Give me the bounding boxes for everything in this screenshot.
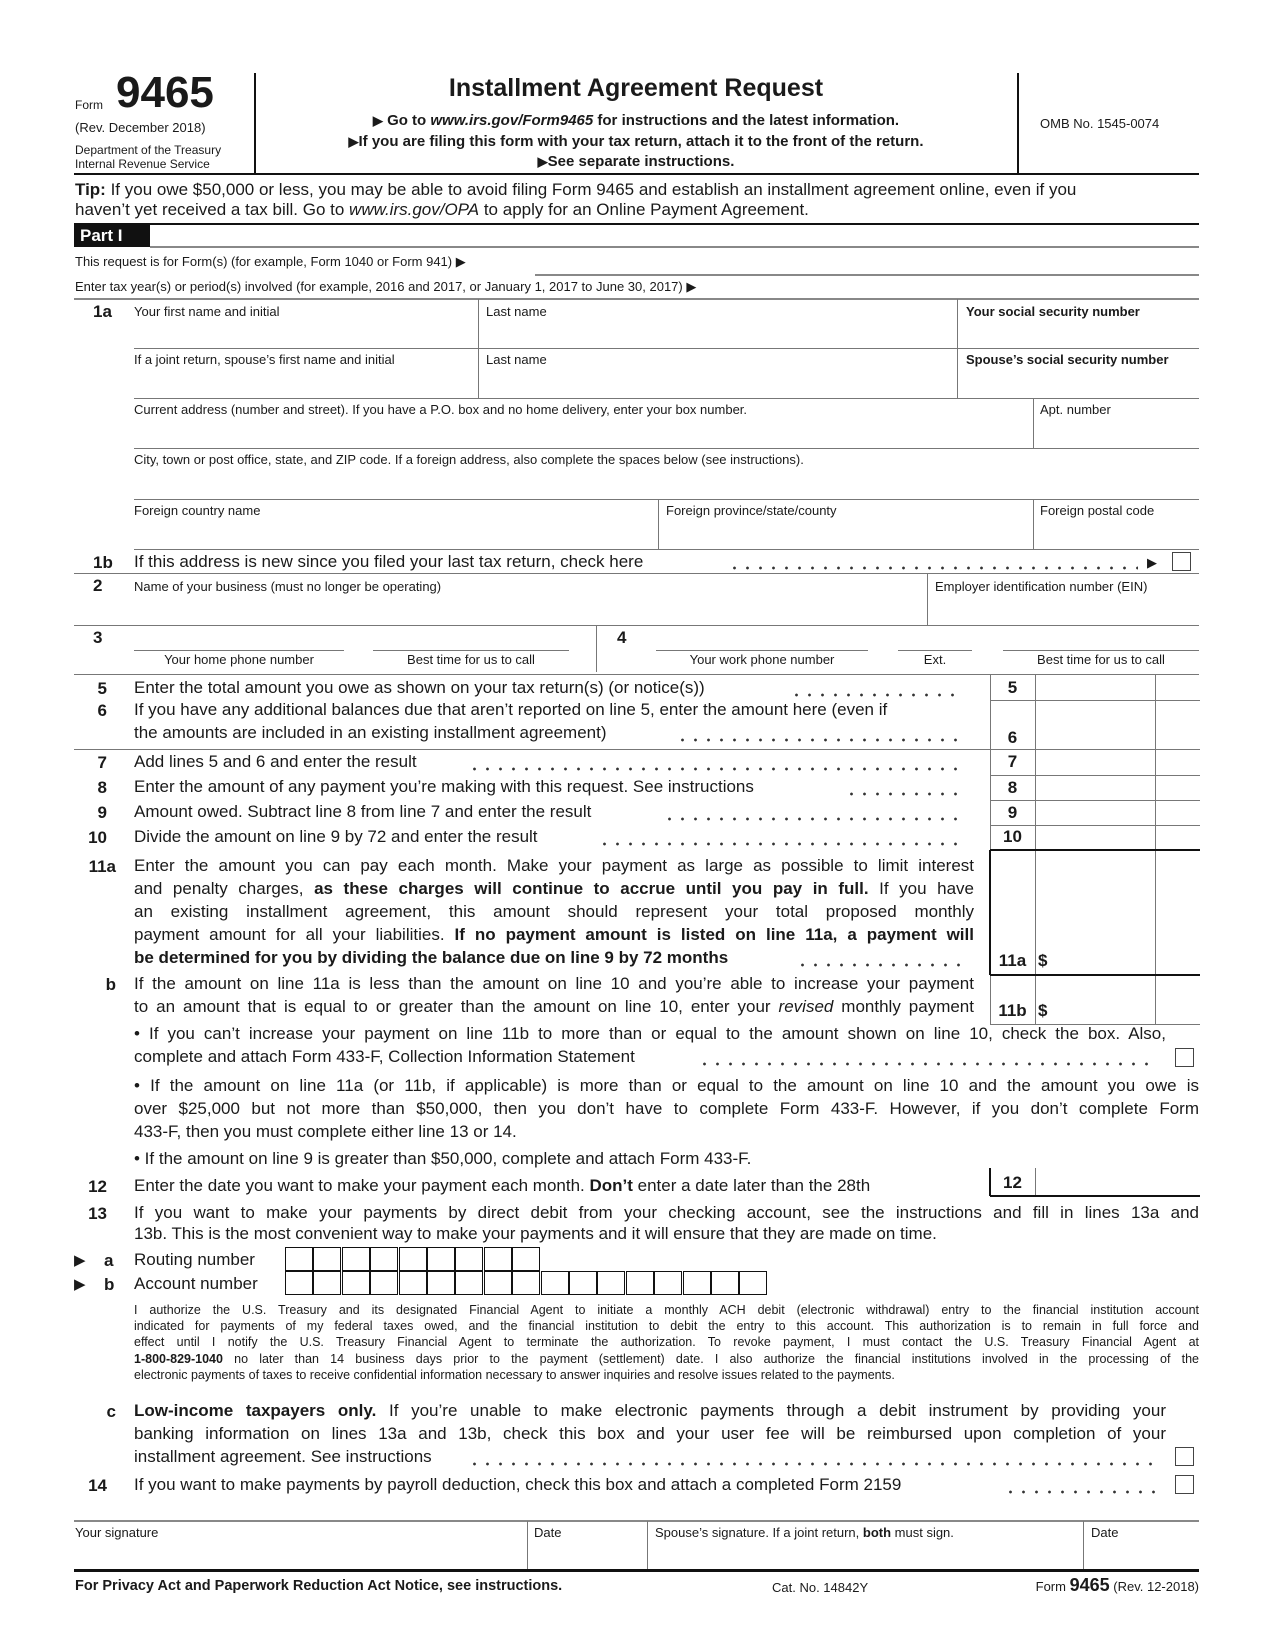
line-5-amount-input[interactable] — [1036, 676, 1154, 699]
text: to an amount that is equal to or greater than the amount on line 10, enter your — [134, 997, 779, 1016]
tip-text: If you owe $50,000 or less, you may be able to avoid filing Form 9465 and establish an installment agreement online, even if you — [105, 180, 1077, 199]
routing-digit-box[interactable] — [285, 1247, 313, 1271]
catalog-number: Cat. No. 14842Y — [772, 1580, 869, 1595]
text-bold: Don’t — [589, 1176, 633, 1195]
routing-digit-box[interactable] — [342, 1247, 370, 1271]
tip-line-2 — [75, 200, 809, 220]
leader-dots — [698, 1062, 1148, 1066]
arrow-right-icon: ▶ — [74, 1276, 86, 1293]
instruction-text: Go to — [387, 112, 431, 129]
box-label: 5 — [1007, 678, 1018, 697]
account-digit-box[interactable] — [455, 1271, 483, 1295]
line-12-text — [134, 1176, 870, 1196]
line-13c-text: installment agreement. See instructions — [134, 1447, 432, 1466]
routing-digit-box[interactable] — [427, 1247, 455, 1271]
box-border — [1035, 1168, 1036, 1196]
divider — [658, 499, 659, 549]
divider — [1083, 1521, 1084, 1570]
last-name-field[interactable]: Last name — [486, 304, 547, 319]
spouse-first-name-field[interactable]: If a joint return, spouse’s first name and initial — [134, 352, 395, 367]
footer-form-id — [1036, 1575, 1199, 1596]
authorization-text: electronic payments of taxes to receive confidential information necessary to answer inquiries and resolve issues related to the payments. — [134, 1368, 895, 1382]
form-number: 9465 — [1069, 1575, 1110, 1595]
text: must sign. — [891, 1525, 954, 1540]
account-digit-box[interactable] — [711, 1271, 739, 1295]
rule — [150, 246, 1199, 248]
low-income-checkbox[interactable] — [1175, 1447, 1194, 1466]
payroll-deduction-checkbox[interactable] — [1175, 1475, 1194, 1494]
leader-dots — [790, 693, 960, 697]
rule — [134, 398, 1199, 399]
leader-dots — [598, 842, 960, 846]
line-11b-amount-input[interactable] — [1036, 976, 1154, 1023]
text: Spouse’s signature. If a joint return, — [655, 1525, 863, 1540]
rule — [74, 674, 1199, 675]
business-name-field[interactable]: Name of your business (must no longer be operating) — [134, 579, 442, 594]
box-label: 7 — [1007, 752, 1018, 771]
line-letter: b — [104, 1275, 115, 1294]
line-number: 7 — [97, 753, 107, 772]
revision: (Rev. December 2018) — [75, 120, 206, 135]
text: If you have — [868, 879, 975, 898]
instructions-link[interactable]: www.irs.gov/Form9465 — [430, 112, 594, 129]
account-digit-box[interactable] — [484, 1271, 512, 1295]
routing-digit-box[interactable] — [313, 1247, 341, 1271]
foreign-country-field[interactable]: Foreign country name — [134, 503, 261, 518]
spouse-last-name-field[interactable]: Last name — [486, 352, 547, 367]
line-8-text: Enter the amount of any payment you’re making with this request. See instructions — [134, 777, 754, 796]
line-letter: c — [106, 1402, 116, 1421]
dept-treasury: Department of the Treasury — [75, 143, 222, 157]
line-10-text: Divide the amount on line 9 by 72 and enter the result — [134, 827, 538, 846]
omb-number: OMB No. 1545-0074 — [1040, 116, 1160, 131]
text: enter a date later than the 28th — [632, 1176, 871, 1195]
tax-years-label — [75, 279, 696, 295]
line-number: 12 — [88, 1177, 107, 1196]
text: If you’re unable to make electronic payments through a debit instrument by providing your — [376, 1401, 1167, 1420]
arrow-right-icon: ▶ — [1147, 555, 1157, 570]
line-number: 4 — [617, 628, 627, 647]
rule — [134, 549, 1199, 550]
text: (Rev. 12-2018) — [1109, 1579, 1199, 1594]
divider — [596, 625, 597, 672]
account-digit-box[interactable] — [597, 1271, 625, 1295]
account-digit-box[interactable] — [626, 1271, 654, 1295]
authorization-text: I authorize the U.S. Treasury and its designated Financial Agent to initiate a monthly ACH debit (electronic withdrawal) entry to the financial institution account — [134, 1303, 1199, 1317]
text-bold: as these charges will continue to accrue until you pay in full. — [314, 879, 869, 898]
bullet-text: complete and attach Form 433-F, Collection Information Statement — [134, 1047, 635, 1066]
authorization-text — [134, 1352, 1199, 1366]
text: and penalty charges, — [134, 879, 315, 898]
line-6-text: If you have any additional balances due that aren’t reported on line 5, enter the amount here (even if — [134, 700, 888, 719]
box-label: 12 — [1003, 1173, 1022, 1192]
line-number: b — [105, 975, 116, 994]
divider — [927, 573, 928, 625]
text: payment amount for all your liabilities. — [134, 925, 455, 944]
best-time-input[interactable] — [373, 650, 569, 651]
account-digit-box[interactable] — [285, 1271, 313, 1295]
line-13-text: If you want to make your payments by direct debit from your checking account, see the instructions and fill in lines 13a and — [134, 1203, 1199, 1222]
routing-digit-box[interactable] — [512, 1247, 540, 1271]
line-number: 1b — [93, 553, 113, 572]
routing-number-label: Routing number — [134, 1250, 255, 1269]
divider — [1017, 73, 1019, 174]
line-5-text: Enter the total amount you owe as shown on your tax return(s) (or notice(s)) — [134, 678, 705, 697]
divider — [957, 299, 958, 398]
bullet-text: • If the amount on line 11a (or 11b, if applicable) is more than or equal to the amount on line 10 and the amount you owe is — [134, 1076, 1199, 1095]
account-digit-box[interactable] — [370, 1271, 398, 1295]
form-label: Form — [75, 98, 103, 112]
line-letter: a — [104, 1251, 114, 1270]
rule — [134, 448, 1199, 449]
your-signature-field[interactable]: Your signature — [75, 1525, 159, 1540]
rule — [74, 1569, 1199, 1572]
arrow-right-icon: ▶ — [455, 254, 466, 269]
best-time-work-label: Best time for us to call — [1037, 652, 1165, 667]
best-time-label: Best time for us to call — [407, 652, 535, 667]
payment-date-input[interactable] — [990, 1195, 1200, 1197]
account-digit-box[interactable] — [512, 1271, 540, 1295]
instruction-text: If you are filing this form with your tax return, attach it to the front of the return. — [358, 133, 924, 150]
arrow-right-icon: ▶ — [372, 113, 383, 128]
text: monthly payment — [833, 997, 974, 1016]
line-number: 6 — [97, 701, 107, 720]
instruction-2 — [256, 133, 1016, 150]
leader-dots — [845, 792, 960, 796]
text-bold: Low-income taxpayers only. — [134, 1401, 377, 1420]
account-digit-box[interactable] — [313, 1271, 341, 1295]
text: Form — [1035, 1579, 1070, 1594]
leader-dots — [468, 1462, 1158, 1466]
foreign-postal-code-field[interactable]: Foreign postal code — [1040, 503, 1155, 518]
text-italic: revised — [778, 997, 834, 1016]
line-13-text: 13b. This is the most convenient way to make your payments and it will ensure that they are made on time. — [134, 1224, 937, 1243]
bullet-text: • If the amount on line 9 is greater than $50,000, complete and attach Form 433-F. — [134, 1149, 752, 1168]
ein-field[interactable]: Employer identification number (EIN) — [935, 579, 1148, 594]
form-title: Installment Agreement Request — [448, 74, 824, 102]
rule — [134, 499, 1199, 500]
line-number: 2 — [93, 576, 103, 595]
label-text: Enter tax year(s) or period(s) involved (for example, 2016 and 2017, or January 1, 2017 to June 30, 2017) — [75, 279, 683, 294]
instruction-text: See separate instructions. — [547, 153, 735, 170]
first-name-field[interactable]: Your first name and initial — [134, 304, 280, 319]
box-label: 10 — [1003, 827, 1022, 846]
leader-dots — [468, 767, 960, 771]
box-label: 6 — [1007, 728, 1018, 747]
city-field[interactable]: City, town or post office, state, and ZIP code. If a foreign address, also complete the spaces below (see instructions). — [134, 452, 804, 467]
text: Enter the date you want to make your payment each month. — [134, 1176, 590, 1195]
line-13c-text — [134, 1401, 1166, 1421]
line-number: 13 — [88, 1204, 107, 1223]
ext-input[interactable] — [898, 650, 972, 651]
rule — [74, 749, 1200, 750]
account-digit-box[interactable] — [683, 1271, 711, 1295]
divider — [647, 1521, 648, 1570]
leader-dots — [796, 963, 960, 967]
routing-digit-box[interactable] — [399, 1247, 427, 1271]
authorization-text: indicated for payments of my federal taxes owed, and the financial institution to debit the entry to this account. This authorization is to remain in full force and — [134, 1319, 1199, 1333]
new-address-text: If this address is new since you filed your last tax return, check here — [134, 552, 644, 571]
line-number: 11a — [88, 857, 116, 876]
label-text: This request is for Form(s) (for example, Form 1040 or Form 941) — [75, 254, 453, 269]
line-number: 9 — [97, 803, 107, 822]
line-11a-amount-input[interactable] — [1036, 851, 1154, 973]
apt-number-field[interactable]: Apt. number — [1040, 402, 1111, 417]
leader-dots — [663, 817, 960, 821]
home-phone-label: Your home phone number — [164, 652, 314, 667]
cannot-increase-checkbox[interactable] — [1175, 1048, 1194, 1067]
irs: Internal Revenue Service — [75, 157, 210, 171]
authorization-text: effect until I notify the U.S. Treasury Financial Agent to terminate the authorization. To revoke payment, I must contact the U.S. Treasury Financial Agent at — [134, 1335, 1199, 1349]
divider — [1033, 398, 1034, 448]
rule — [990, 775, 1200, 776]
tip-text: to apply for an Online Payment Agreement. — [479, 200, 809, 219]
tip-label: Tip: — [75, 180, 106, 199]
leader-dots — [1004, 1490, 1158, 1494]
line-6-text: the amounts are included in an existing installment agreement) — [134, 723, 607, 742]
bullet-text: 433-F, then you must complete either line 13 or 14. — [134, 1122, 517, 1141]
request-forms-input[interactable] — [535, 274, 1199, 276]
rule — [74, 573, 1199, 574]
dollar-sign: $ — [1038, 951, 1048, 970]
routing-digit-box[interactable] — [484, 1247, 512, 1271]
spouse-ssn-field[interactable]: Spouse’s social security number — [966, 352, 1169, 367]
arrow-right-icon: ▶ — [348, 134, 359, 149]
rule — [990, 700, 1200, 701]
line-11a-text: be determined for you by dividing the balance due on line 9 by 72 months — [134, 948, 729, 967]
request-forms-label — [75, 254, 466, 270]
leader-dots — [728, 566, 1138, 570]
form-number: 9465 — [116, 68, 214, 117]
rule — [74, 173, 1199, 175]
divider — [1033, 499, 1034, 549]
box-label: 9 — [1007, 803, 1018, 822]
line-number: 3 — [93, 628, 103, 647]
line-11b-text: If the amount on line 11a is less than the amount on line 10 and you’re able to increase your payment — [134, 974, 974, 993]
rule — [990, 825, 1200, 826]
home-phone-input[interactable] — [134, 650, 344, 651]
line-11a-text: Enter the amount you can pay each month. Make your payment as large as possible to limit interest — [134, 856, 974, 875]
divider — [478, 299, 479, 398]
box-label: 11a — [998, 951, 1027, 970]
tip-text: haven’t yet received a tax bill. Go to — [75, 200, 350, 219]
line-11a-text — [134, 925, 974, 945]
line-number: 14 — [88, 1476, 107, 1495]
best-time-work-input[interactable] — [1003, 650, 1199, 651]
routing-digit-box[interactable] — [370, 1247, 398, 1271]
rule — [74, 625, 1199, 626]
instruction-text: for instructions and the latest information. — [593, 112, 900, 129]
line-number: 5 — [97, 679, 107, 698]
line-14-text: If you want to make payments by payroll deduction, check this box and attach a completed Form 2159 — [134, 1475, 902, 1494]
tip-line-1 — [75, 180, 1076, 200]
rule — [74, 298, 1199, 300]
irs-phone: 1-800-829-1040 — [134, 1352, 223, 1366]
privacy-notice: For Privacy Act and Paperwork Reduction Act Notice, see instructions. — [75, 1578, 563, 1594]
opa-link[interactable]: www.irs.gov/OPA — [349, 200, 480, 219]
line-number: 10 — [88, 828, 107, 847]
line-number: 1a — [93, 302, 112, 321]
ssn-field[interactable]: Your social security number — [966, 304, 1140, 319]
line-13c-text: banking information on lines 13a and 13b, check this box and your user fee will be reimbursed upon completion of your — [134, 1424, 1166, 1443]
text-bold: both — [862, 1525, 892, 1540]
arrow-right-icon: ▶ — [686, 279, 697, 294]
new-address-checkbox[interactable] — [1172, 552, 1191, 571]
bullet-text: • If you can’t increase your payment on line 11b to more than or equal to the amount shown on line 10, check the box. Also, — [134, 1024, 1166, 1043]
leader-dots — [676, 738, 960, 742]
account-digit-box[interactable] — [569, 1271, 597, 1295]
rule — [74, 1520, 1199, 1522]
account-digit-box[interactable] — [654, 1271, 682, 1295]
account-digit-box[interactable] — [739, 1271, 767, 1295]
rule — [74, 223, 1199, 225]
spouse-signature-field[interactable] — [655, 1525, 954, 1540]
text-bold: If no payment amount is listed on line 11a, a payment will — [454, 925, 974, 944]
line-11a-text: an existing installment agreement, this amount should represent your total proposed monthly — [134, 902, 974, 921]
spouse-date-field[interactable]: Date — [1091, 1525, 1119, 1540]
date-field[interactable]: Date — [534, 1525, 562, 1540]
account-digit-box[interactable] — [427, 1271, 455, 1295]
account-number-label: Account number — [134, 1274, 258, 1293]
bullet-text: over $25,000 but not more than $50,000, then you don’t have to complete Form 433-F. However, if you don’t complete Form — [134, 1099, 1199, 1118]
line-11a-text — [134, 879, 974, 899]
account-digit-box[interactable] — [541, 1271, 569, 1295]
box-label: 11b — [998, 1001, 1027, 1020]
foreign-province-field[interactable]: Foreign province/state/county — [666, 503, 837, 518]
arrow-right-icon: ▶ — [74, 1252, 86, 1269]
line-11b-text — [134, 997, 974, 1017]
part-label: Part I — [74, 225, 150, 247]
box-label: 8 — [1007, 778, 1018, 797]
address-field[interactable]: Current address (number and street). If you have a P.O. box and no home delivery, enter your box number. — [134, 402, 748, 417]
arrow-right-icon: ▶ — [537, 154, 548, 169]
routing-digit-box[interactable] — [455, 1247, 483, 1271]
instruction-1 — [256, 112, 1016, 129]
divider — [527, 1521, 528, 1570]
rule — [134, 348, 1199, 349]
instruction-3 — [256, 153, 1016, 170]
account-digit-box[interactable] — [342, 1271, 370, 1295]
account-digit-box[interactable] — [399, 1271, 427, 1295]
work-phone-label: Your work phone number — [689, 652, 835, 667]
ext-label: Ext. — [923, 652, 947, 667]
line-number: 8 — [97, 778, 107, 797]
dollar-sign: $ — [1038, 1001, 1048, 1020]
line-9-text: Amount owed. Subtract line 8 from line 7 and enter the result — [134, 802, 592, 821]
work-phone-input[interactable] — [656, 650, 868, 651]
rule — [990, 800, 1200, 801]
text: no later than 14 business days prior to the payment (settlement) date. I also authorize the financial institutions involved in the processing of the — [222, 1352, 1199, 1366]
line-7-text: Add lines 5 and 6 and enter the result — [134, 752, 417, 771]
